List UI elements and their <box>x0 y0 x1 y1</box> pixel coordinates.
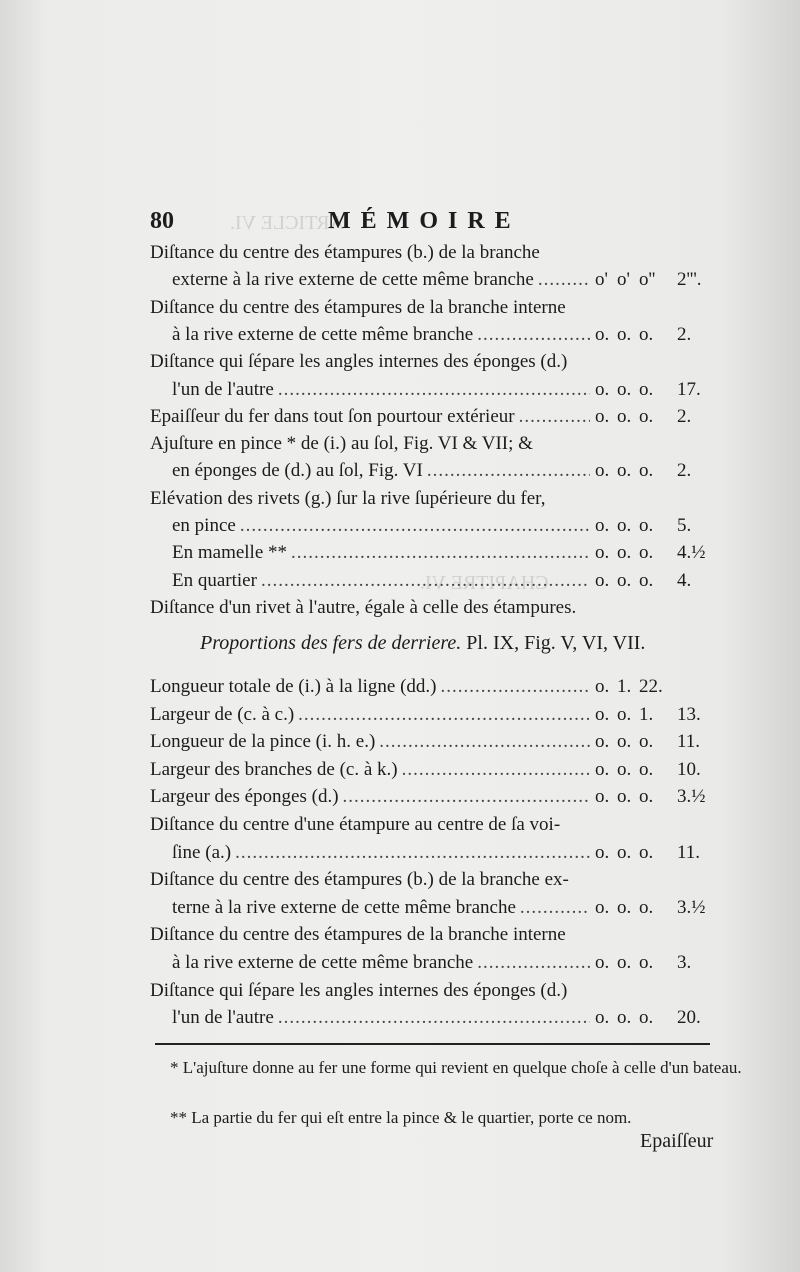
value-cell: 3. <box>677 952 692 973</box>
value-cell: o. <box>639 1007 654 1029</box>
row-label: l'un de l'autre <box>172 378 274 400</box>
row-label: Diſtance qui ſépare les angles internes des éponges (d.) <box>150 979 568 1001</box>
value-cell: o. <box>617 569 632 591</box>
row-label: à la rive externe de cette même branche <box>172 323 474 345</box>
table-row <box>150 456 710 486</box>
value-cell: o. <box>595 676 610 697</box>
row-label: Diſtance d'un rivet à l'autre, égale à celle des étampures. <box>150 596 577 618</box>
row-label: à la rive externe de cette même branche <box>172 952 474 973</box>
row-label: ſine (a.) <box>172 841 232 863</box>
section-subtitle <box>200 632 645 655</box>
leader-dots <box>379 727 590 757</box>
table-row <box>150 511 710 541</box>
table-row <box>150 755 710 785</box>
table-row <box>150 566 710 596</box>
value-cell: o' <box>595 269 608 291</box>
row-label: l'un de l'autre <box>172 1007 274 1029</box>
value-cell: o. <box>617 841 632 863</box>
row-label: Diſtance qui ſépare les angles internes des éponges (d.) <box>150 351 568 373</box>
value-cell: 13. <box>677 703 701 725</box>
value-cell: o. <box>617 731 632 753</box>
row-label: Diſtance du centre des étampures (b.) de la branche <box>150 242 540 263</box>
value-cell: o. <box>595 1007 610 1029</box>
value-cell: o' <box>617 269 630 291</box>
value-cell: o. <box>617 405 632 427</box>
page-number: 80 <box>150 208 174 234</box>
value-cell: o. <box>595 786 610 808</box>
value-cell: o. <box>617 896 632 918</box>
value-cell: o. <box>617 515 632 536</box>
table-row <box>150 429 710 459</box>
value-cell: o. <box>639 952 654 973</box>
footnote-2: ** La partie du fer qui eſt entre la pince & le quartier, porte ce nom. <box>170 1108 632 1127</box>
leader-dots <box>235 838 590 868</box>
value-cell: 2. <box>677 405 692 427</box>
catchword: Epaiſſeur <box>640 1130 714 1152</box>
value-cell: o. <box>639 786 654 808</box>
value-cell: o. <box>595 731 610 753</box>
row-label: En mamelle ** <box>172 542 288 564</box>
table-row <box>150 1003 710 1033</box>
table-row <box>150 838 710 868</box>
table-row <box>150 347 710 377</box>
leader-dots <box>278 375 590 405</box>
bleed-through-text: ARTICLE VI. <box>230 212 344 234</box>
value-cell: o. <box>595 542 610 564</box>
table-row <box>150 727 710 757</box>
value-cell: 10. <box>677 758 701 780</box>
value-cell: o. <box>617 542 632 564</box>
value-cell: o. <box>617 758 632 780</box>
leader-dots <box>402 755 590 785</box>
leader-dots <box>261 566 590 596</box>
value-cell: o. <box>595 515 610 536</box>
value-cell: o. <box>639 405 654 427</box>
row-label: Ajuſture en pince * de (i.) au ſol, Fig. VI & VII; & <box>150 433 533 455</box>
value-cell: 3.½ <box>677 896 706 918</box>
value-cell: o'' <box>639 269 656 291</box>
value-cell: o. <box>639 515 654 536</box>
row-label: terne à la rive externe de cette même branche <box>172 896 516 918</box>
table-row <box>150 265 710 295</box>
value-cell: 3.½ <box>677 786 706 808</box>
row-label: externe à la rive externe de cette même branche <box>172 269 534 291</box>
value-cell: o. <box>639 758 654 780</box>
value-cell: 17. <box>677 378 701 400</box>
table-row <box>150 402 710 432</box>
value-cell: 11. <box>677 731 701 753</box>
value-cell: o. <box>617 786 632 808</box>
value-cell: o. <box>595 896 610 918</box>
bleed-through-text: CHAPITRE VI. <box>420 572 549 594</box>
value-cell: o. <box>595 841 610 863</box>
leader-dots <box>440 672 590 702</box>
value-cell: o. <box>595 405 610 427</box>
value-cell: o. <box>639 569 654 591</box>
leader-dots <box>278 1003 590 1033</box>
value-cell: 20. <box>677 1007 701 1029</box>
table-row <box>150 865 710 895</box>
row-label: Epaiſſeur du fer dans tout ſon pourtour extérieur <box>150 405 515 427</box>
value-cell: o. <box>617 323 632 345</box>
value-cell: o. <box>595 758 610 780</box>
table-row <box>150 538 710 568</box>
table-row <box>150 782 710 812</box>
row-label: Largeur des branches de (c. à k.) <box>150 758 398 780</box>
subtitle-italic: Proportions des fers de derriere. <box>200 632 462 654</box>
value-cell: o. <box>595 378 610 400</box>
row-label: en pince <box>172 515 236 536</box>
row-label: Longueur de la pince (i. h. e.) <box>150 731 376 753</box>
value-cell: o. <box>639 323 654 345</box>
table-row <box>150 484 710 514</box>
value-cell: o. <box>639 896 654 918</box>
page-header <box>150 208 690 242</box>
value-cell: o. <box>595 569 610 591</box>
footnote-1: * L'ajuſture donne au fer une forme qui revient en quelque choſe à celle d'un bateau. <box>170 1058 742 1077</box>
value-cell: o. <box>595 323 610 345</box>
row-label: Largeur des éponges (d.) <box>150 786 339 808</box>
leader-dots <box>298 700 590 730</box>
value-cell: 5. <box>677 515 692 536</box>
value-cell: 2. <box>677 323 692 345</box>
leader-dots <box>240 511 590 541</box>
subtitle-reference: Pl. IX, Fig. V, VI, VII. <box>466 632 646 654</box>
table-row <box>150 375 710 405</box>
value-cell: 2'''. <box>677 269 702 291</box>
row-label: Largeur de (c. à c.) <box>150 703 295 725</box>
value-cell: o. <box>617 703 632 725</box>
table-row <box>150 293 710 323</box>
table-row <box>150 810 710 840</box>
leader-dots <box>519 402 590 432</box>
value-cell: 4. <box>677 569 692 591</box>
value-cell: o. <box>595 460 610 482</box>
value-cell: o. <box>595 952 610 973</box>
row-label: En quartier <box>172 569 257 591</box>
table-row <box>150 948 710 978</box>
row-label: Elévation des rivets (g.) ſur la rive ſupérieure du fer, <box>150 487 546 509</box>
value-cell: 11. <box>677 841 701 863</box>
table-row <box>150 700 710 730</box>
row-label: Longueur totale de (i.) à la ligne (dd.) <box>150 676 437 697</box>
value-cell: o. <box>617 1007 632 1029</box>
value-cell: 4.½ <box>677 542 706 564</box>
value-cell: o. <box>639 378 654 400</box>
leader-dots <box>477 320 590 350</box>
value-cell: o. <box>639 841 654 863</box>
table-row <box>150 672 710 702</box>
leader-dots <box>343 782 590 812</box>
table-row <box>150 920 710 950</box>
leader-dots <box>477 948 590 978</box>
row-label: Diſtance du centre des étampures de la branche interne <box>150 924 566 946</box>
table-row <box>150 593 710 623</box>
table-row <box>150 320 710 350</box>
value-cell: o. <box>617 460 632 482</box>
leader-dots <box>520 893 590 923</box>
value-cell: 2. <box>677 460 692 482</box>
value-cell: 1. <box>617 676 632 697</box>
value-cell: o. <box>595 703 610 725</box>
row-label: Diſtance du centre des étampures de la branche interne <box>150 296 566 318</box>
value-cell: o. <box>617 378 632 400</box>
table-row <box>150 238 710 268</box>
row-label: en éponges de (d.) au ſol, Fig. VI <box>172 460 423 482</box>
value-cell: o. <box>639 460 654 482</box>
value-cell: o. <box>639 731 654 753</box>
leader-dots <box>538 265 590 295</box>
running-title: MÉMOIRE <box>328 208 521 234</box>
row-label: Diſtance du centre des étampures (b.) de la branche ex- <box>150 869 569 891</box>
table-row <box>150 976 710 1006</box>
value-cell: 22. <box>639 676 663 697</box>
value-cell: o. <box>617 952 632 973</box>
value-cell: o. <box>639 542 654 564</box>
leader-dots <box>291 538 590 568</box>
table-row <box>150 893 710 923</box>
value-cell: 1. <box>639 703 654 725</box>
footnote-rule <box>155 1043 710 1045</box>
leader-dots <box>427 456 590 486</box>
row-label: Diſtance du centre d'une étampure au centre de ſa voi- <box>150 814 561 835</box>
